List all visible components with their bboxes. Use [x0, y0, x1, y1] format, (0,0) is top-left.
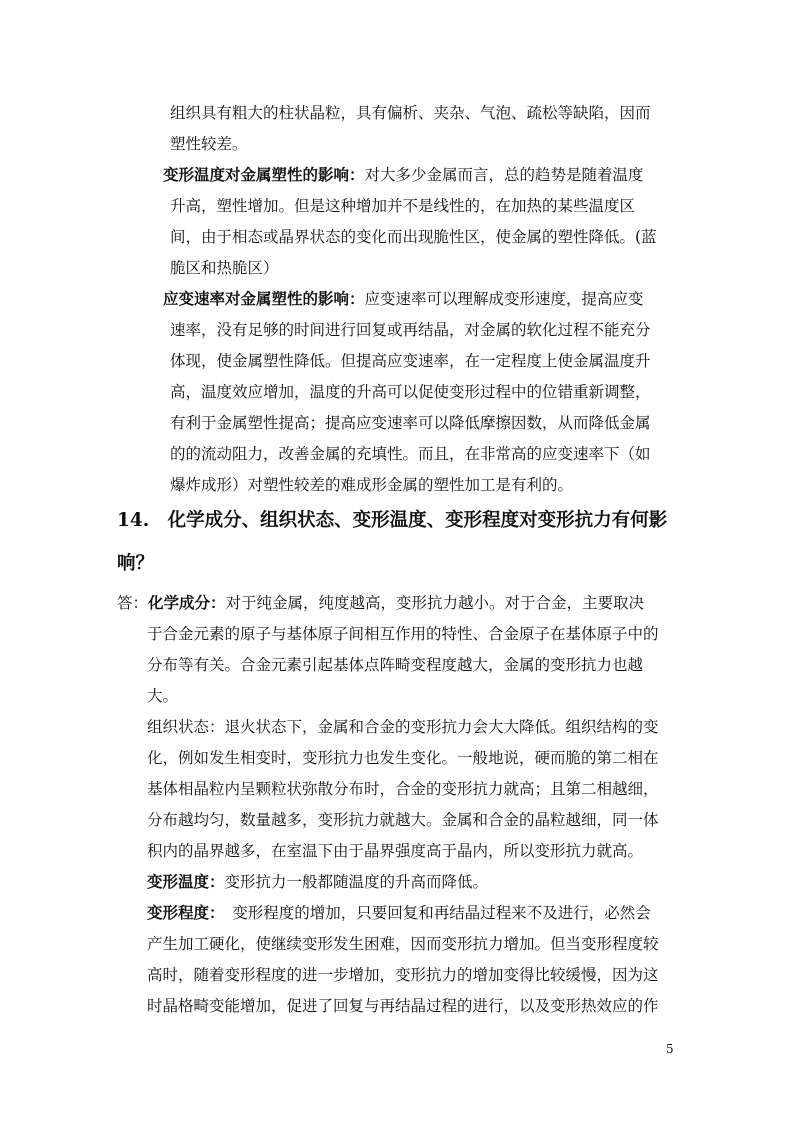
text-line: 分布越均匀，数量越多，变形抗力就越大。金属和合金的晶粒越细，同一体 — [147, 811, 659, 829]
text-line: 化，例如发生相变时，变形抗力也发生变化。一般地说，硬而脆的第二相在 — [147, 749, 659, 767]
text-line: 高，温度效应增加，温度的升高可以促使变形过程中的位错重新调整， — [170, 383, 651, 401]
text-line: 答：化学成分：对于纯金属，纯度越高，变形抗力越小。对于合金，主要取决 — [117, 593, 645, 612]
text-line: 组织具有粗大的柱状晶粒，具有偏析、夹杂、气泡、疏松等缺陷，因而 — [170, 104, 651, 122]
section-heading: 化学成分： — [148, 593, 226, 612]
text-line: 有利于金属塑性提高；提高应变速率可以降低摩擦因数，从而降低金属 — [170, 414, 651, 432]
section-heading: 变形温度： — [147, 872, 225, 891]
question-heading: 14. 化学成分、组织状态、变形温度、变形程度对变形抗力有何影 — [117, 510, 668, 531]
text-line: 积内的晶界越多，在室温下由于晶界强度高于晶内，所以变形抗力就高。 — [147, 842, 644, 860]
text-line: 产生加工硬化，使继续变形发生困难，因而变形抗力增加。但当变形程度较 — [147, 935, 659, 953]
text-line: 变形温度：变形抗力一般都随温度的升高而降低。 — [147, 872, 489, 891]
text-line: 基体相晶粒内呈颗粒状弥散分布时，合金的变形抗力就高；且第二相越细， — [147, 780, 659, 798]
text-line: 时晶格畸变能增加，促进了回复与再结晶过程的进行，以及变形热效应的作 — [147, 997, 659, 1015]
text-line: 组织状态：退火状态下，金属和合金的变形抗力会大大降低。组织结构的变 — [147, 718, 659, 736]
text-line: 塑性较差。 — [170, 135, 248, 153]
text-line: 应变速率对金属塑性的影响：应变速率可以理解成变形速度，提高应变 — [163, 289, 644, 308]
text-line: 间，由于相态或晶界状态的变化而出现脆性区，使金属的塑性降低。(蓝 — [170, 228, 657, 246]
section-heading: 变形温度对金属塑性的影响： — [163, 165, 365, 184]
text-line: 脆区和热脆区） — [170, 259, 279, 277]
text-line: 的的流动阻力，改善金属的充填性。而且，在非常高的应变速率下（如 — [170, 445, 651, 463]
text-line: 变形温度对金属塑性的影响：对大多少金属而言，总的趋势是随着温度 — [163, 165, 644, 184]
section-heading: 应变速率对金属塑性的影响： — [163, 289, 365, 308]
text-line: 升高，塑性增加。但是这种增加并不是线性的，在加热的某些温度区 — [170, 197, 636, 215]
text-line: 高时，随着变形程度的进一步增加，变形抗力的增加变得比较缓慢，因为这 — [147, 966, 659, 984]
section-heading: 变形程度： — [147, 903, 217, 922]
text-line: 变形程度： 变形程度的增加，只要回复和再结晶过程来不及进行，必然会 — [147, 903, 651, 922]
text-line: 于合金元素的原子与基体原子间相互作用的特性、合金原子在基体原子中的 — [147, 625, 659, 643]
text-line: 体现，使金属塑性降低。但提高应变速率，在一定程度上使金属温度升 — [170, 352, 651, 370]
text-line: 速率，没有足够的时间进行回复或再结晶，对金属的软化过程不能充分 — [170, 321, 651, 339]
text-line: 爆炸成形）对塑性较差的难成形金属的塑性加工是有利的。 — [170, 476, 574, 494]
text-line: 大。 — [147, 687, 179, 705]
page-number: 5 — [666, 1042, 674, 1056]
question-heading: 响？ — [117, 553, 155, 574]
text-line: 分布等有关。合金元素引起基体点阵畸变程度越大，金属的变形抗力也越 — [147, 656, 644, 674]
